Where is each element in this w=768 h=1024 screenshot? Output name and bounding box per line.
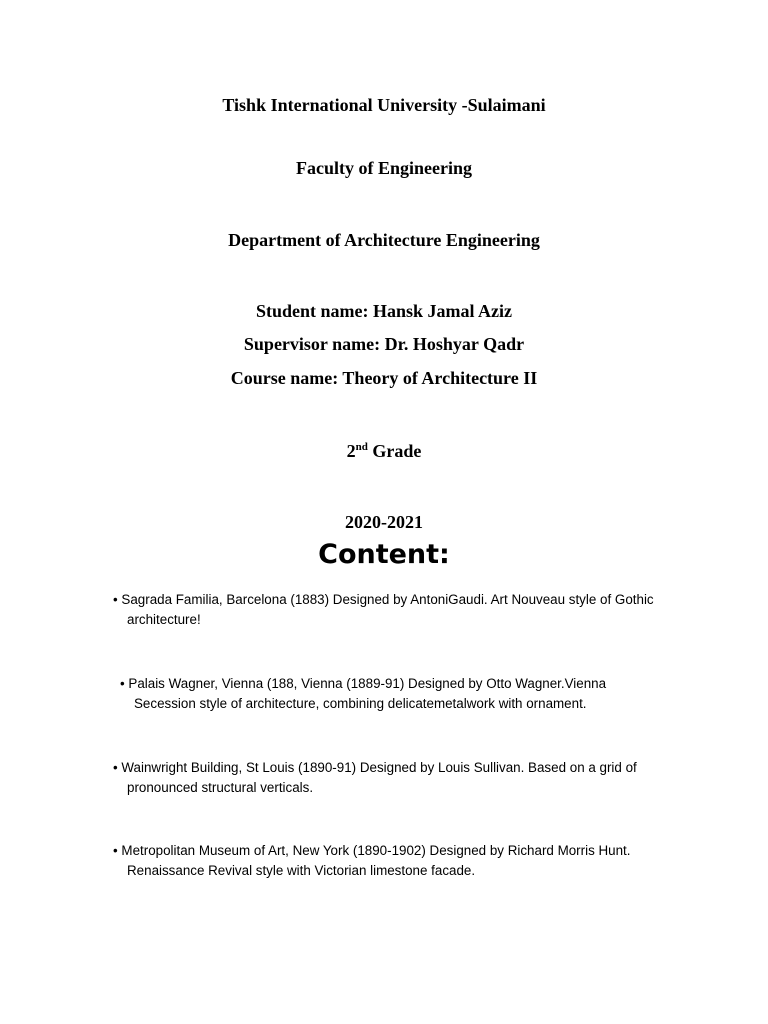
supervisor-name: Supervisor name: Dr. Hoshyar Qadr (243, 334, 525, 354)
content-heading: Content: (318, 539, 450, 570)
list-item-line2: Secession style of architecture, combining delicatemetalwork with ornament. (134, 696, 587, 711)
list-item-line1: • Metropolitan Museum of Art, New York (1890-1902) Designed by Richard Morris Hunt. (113, 843, 631, 858)
list-item (113, 758, 637, 798)
grade-number: 2 (346, 441, 356, 461)
grade-label: Grade (372, 441, 422, 461)
department-name: Department of Architecture Engineering (228, 230, 540, 250)
academic-year: 2020-2021 (345, 512, 423, 532)
university-name: Tishk International University -Sulaimani (222, 95, 546, 115)
list-item (120, 674, 606, 714)
course-name: Course name: Theory of Architecture II (230, 368, 538, 388)
list-item-line2: pronounced structural verticals. (127, 780, 314, 795)
grade-line (0, 440, 768, 462)
student-name: Student name: Hansk Jamal Aziz (255, 301, 513, 321)
list-item-line1: • Wainwright Building, St Louis (1890-91) Designed by Louis Sullivan. Based on a grid of (113, 760, 637, 775)
list-item (113, 590, 654, 630)
faculty-name: Faculty of Engineering (296, 158, 472, 178)
grade-suffix: nd (355, 441, 368, 453)
list-item-line1: • Palais Wagner, Vienna (188, Vienna (1889-91) Designed by Otto Wagner.Vienna (120, 676, 607, 691)
list-item (113, 841, 631, 881)
list-item-line2: Renaissance Revival style with Victorian limestone facade. (127, 863, 476, 878)
list-item-line2: architecture! (127, 612, 201, 627)
list-item-line1: • Sagrada Familia, Barcelona (1883) Designed by AntoniGaudi. Art Nouveau style of Gothic (113, 592, 654, 607)
